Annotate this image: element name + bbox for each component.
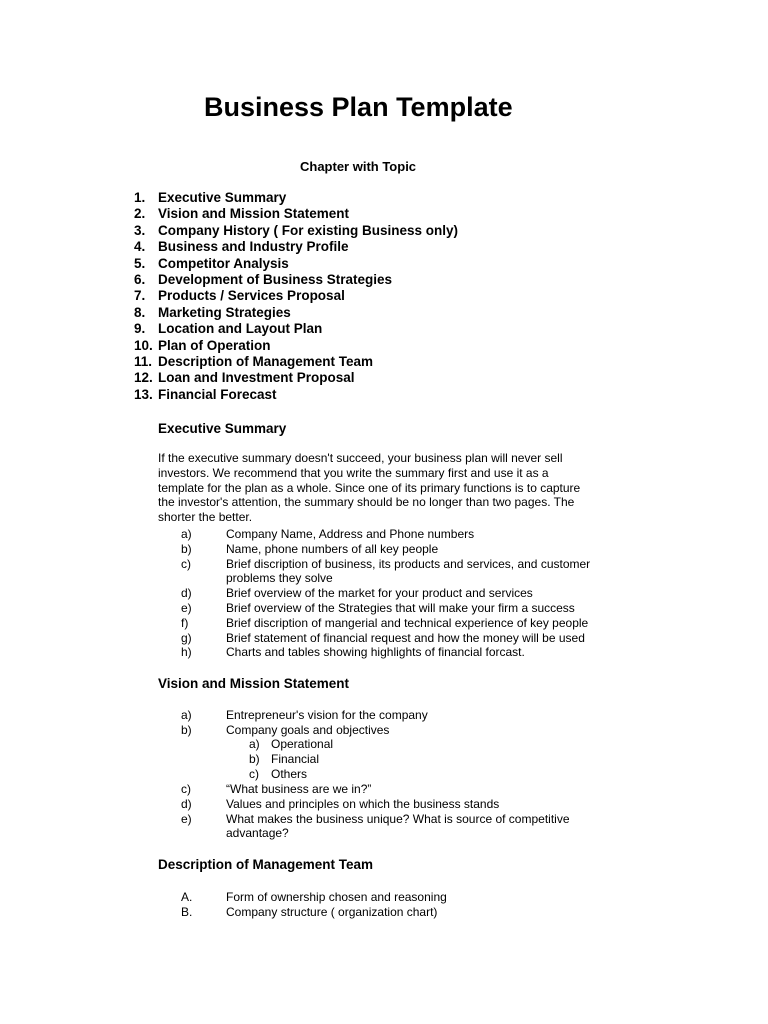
list-marker: a) (181, 708, 192, 722)
list-marker: e) (181, 811, 192, 826)
list-text: Company Name, Address and Phone numbers (226, 527, 475, 541)
list-marker: g) (181, 630, 192, 645)
list-text: Financial (271, 751, 320, 766)
toc-text: Executive Summary (158, 190, 287, 205)
toc-text: Financial Forecast (158, 386, 277, 402)
list-text: What makes the business unique? What is source of competitive advantage? (226, 811, 570, 841)
list-marker: d) (181, 586, 192, 601)
toc-text: Development of Business Strategies (158, 271, 393, 287)
list-text: Form of ownership chosen and reasoning (226, 890, 447, 904)
list-item (181, 645, 591, 660)
list-text: Name, phone numbers of all key people (226, 541, 439, 556)
toc-number: 2. (134, 206, 146, 222)
toc-number: 3. (134, 222, 146, 238)
list-marker: c) (249, 766, 259, 781)
toc-number: 8. (134, 304, 146, 320)
section-heading-vision-mission: Vision and Mission Statement (158, 676, 350, 691)
list-item (181, 616, 591, 631)
toc-number: 13. (134, 386, 153, 402)
list-text: Brief discription of business, its products and services, and customer problems they solve (226, 556, 591, 586)
list-marker: e) (181, 600, 192, 615)
toc-number: 10. (134, 337, 153, 353)
toc-number: 1. (134, 190, 146, 205)
toc-text: Business and Industry Profile (158, 239, 349, 255)
list-marker: b) (181, 541, 192, 556)
list-text: Company goals and objectives (226, 722, 390, 737)
list-text: Company structure ( organization chart) (226, 904, 438, 919)
list-text: Others (271, 766, 308, 781)
toc-text: Loan and Investment Proposal (158, 370, 355, 386)
toc-text: Vision and Mission Statement (158, 206, 350, 222)
list-item (181, 905, 591, 920)
toc-text: Marketing Strategies (158, 304, 291, 320)
list-marker: d) (181, 796, 192, 811)
list-item (181, 782, 591, 797)
management-team-list (181, 890, 591, 920)
list-marker: f) (181, 615, 189, 630)
list-text: Entrepreneur's vision for the company (226, 708, 428, 722)
list-item (181, 586, 591, 601)
executive-summary-paragraph: If the executive summary doesn't succeed, your business plan will never sell investors. We recommend that you write the summary first and use it as a template for the plan as a whole. Since one of its primary functions is to capture the investor's attention, the summary should be no longer than two pages. The shorter the better. (158, 451, 581, 525)
list-text: Values and principles on which the business stands (226, 796, 500, 811)
list-marker: h) (181, 645, 192, 660)
toc-number: 4. (134, 239, 146, 255)
list-marker: b) (181, 722, 192, 737)
list-marker: a) (181, 527, 192, 541)
toc-number: 5. (134, 255, 146, 271)
toc-text: Company History ( For existing Business only) (158, 222, 459, 238)
list-marker: b) (249, 751, 260, 766)
toc-number: 9. (134, 321, 146, 337)
list-item (181, 527, 591, 542)
chapter-subtitle: Chapter with Topic (300, 159, 417, 174)
toc-number: 11. (134, 353, 153, 369)
toc-text: Description of Management Team (158, 353, 374, 369)
list-marker: B. (181, 904, 193, 919)
section-heading-management-team: Description of Management Team (158, 857, 374, 872)
toc-text: Products / Services Proposal (158, 288, 345, 304)
list-text: Brief statement of financial request and how the money will be used (226, 630, 585, 645)
toc-number: 12. (134, 370, 153, 386)
list-item (181, 797, 591, 812)
list-text: Operational (271, 737, 334, 751)
document-title: Business Plan Template (204, 92, 513, 122)
list-text: Brief discription of mangerial and technical experience of key people (226, 615, 589, 630)
list-item (181, 631, 591, 646)
list-marker: c) (181, 556, 191, 571)
list-marker: a) (249, 737, 260, 751)
toc-text: Location and Layout Plan (158, 321, 323, 337)
vision-mission-list-top (181, 708, 591, 738)
list-item (181, 723, 591, 738)
list-marker: A. (181, 890, 193, 904)
list-item (181, 708, 591, 723)
list-item (181, 890, 591, 905)
toc-number: 7. (134, 288, 146, 304)
list-item (181, 542, 591, 557)
toc-number: 6. (134, 271, 146, 287)
executive-summary-list (181, 527, 591, 660)
list-item (181, 557, 591, 587)
list-text: “What business are we in?” (226, 782, 372, 796)
vision-mission-list-bottom (181, 782, 591, 841)
section-heading-executive-summary: Executive Summary (158, 421, 287, 436)
list-text: Brief overview of the Strategies that will make your firm a success (226, 600, 575, 615)
list-item (181, 812, 591, 842)
toc-text: Competitor Analysis (158, 255, 289, 271)
list-text: Brief overview of the market for your product and services (226, 586, 533, 601)
list-item (181, 601, 591, 616)
toc-text: Plan of Operation (158, 337, 271, 353)
list-text: Charts and tables showing highlights of financial forcast. (226, 645, 525, 660)
list-marker: c) (181, 782, 191, 796)
